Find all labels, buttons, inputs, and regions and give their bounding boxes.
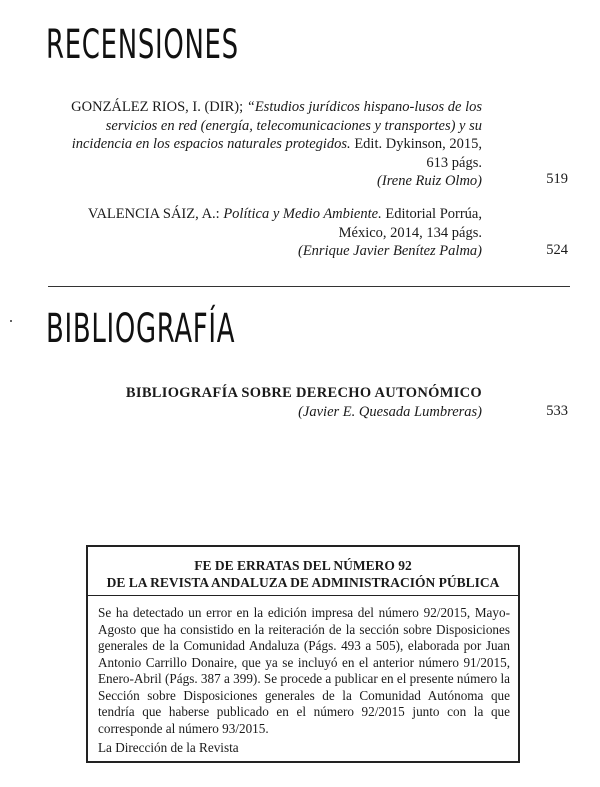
errata-box bbox=[86, 545, 520, 763]
page-number: 533 bbox=[546, 403, 568, 419]
reviewer-name: (Enrique Javier Benítez Palma) bbox=[297, 243, 482, 259]
errata-divider bbox=[88, 595, 518, 596]
citation-author: GONZÁLEZ RIOS, I. (DIR); bbox=[71, 99, 247, 115]
citation-title-part: Política y Medio Ambiente. bbox=[223, 206, 382, 222]
errata-body: Se ha detectado un error en la edición impresa del número 92/2015, Mayo-Agosto que ha consistido en la reiteración de la sección sobre Disposiciones generales de la Comunidad Andaluza (Págs. 493 a 505), elaborada por Juan Antonio Carrillo Donaire, que ya se incluyó en el anterior número 91/2015, Enero-Abril (Págs. 387 a 399). Se procede a publicar en el presente número la Sección sobre Disposiciones generales de la Comunidad Autónoma que tendría que haberse publicado en el número 92/2015 junto con la que corresponde al número 93/2015. bbox=[98, 605, 510, 736]
bibliografia-heading: BIBLIOGRAFÍA bbox=[46, 306, 236, 352]
review-citation bbox=[50, 205, 482, 261]
page-number: 524 bbox=[546, 242, 568, 258]
review-entry-1[interactable] bbox=[0, 98, 600, 188]
citation-title-part: servicios en red (energía, telecomunicaciones y transportes) y su bbox=[105, 117, 482, 134]
recensiones-heading: RECENSIONES bbox=[46, 22, 239, 68]
citation-title-part: “Estudios jurídicos hispano-lusos de los bbox=[246, 99, 482, 115]
citation-pages: México, 2014, 134 págs. bbox=[338, 224, 482, 241]
citation-title-part: incidencia en los espacios naturales protegidos. bbox=[71, 136, 351, 152]
reviewer-name: (Irene Ruiz Olmo) bbox=[377, 173, 482, 189]
review-entry-2[interactable] bbox=[0, 205, 600, 265]
errata-title-line: FE DE ERRATAS DEL NÚMERO 92 bbox=[194, 558, 412, 573]
errata-title-line: DE LA REVISTA ANDALUZA DE ADMINISTRACIÓN PÚBLICA bbox=[106, 575, 500, 590]
citation-publisher: Edit. Dykinson, 2015, bbox=[350, 136, 482, 152]
errata-signature: La Dirección de la Revista bbox=[98, 740, 239, 755]
bibliography-entry[interactable] bbox=[0, 384, 600, 424]
citation-pages: 613 págs. bbox=[426, 154, 482, 171]
section-divider bbox=[48, 286, 570, 287]
bibliography-title: BIBLIOGRAFÍA SOBRE DERECHO AUTONÓMICO bbox=[125, 385, 482, 401]
bibliography-citation bbox=[50, 384, 482, 421]
scan-speck bbox=[10, 320, 12, 322]
citation-publisher: Editorial Porrúa, bbox=[381, 206, 482, 222]
errata-title bbox=[88, 557, 518, 591]
bibliography-author: (Javier E. Quesada Lumbreras) bbox=[298, 403, 482, 420]
page-number: 519 bbox=[546, 171, 568, 187]
citation-author: VALENCIA SÁIZ, A.: bbox=[87, 206, 224, 222]
review-citation bbox=[50, 98, 482, 191]
